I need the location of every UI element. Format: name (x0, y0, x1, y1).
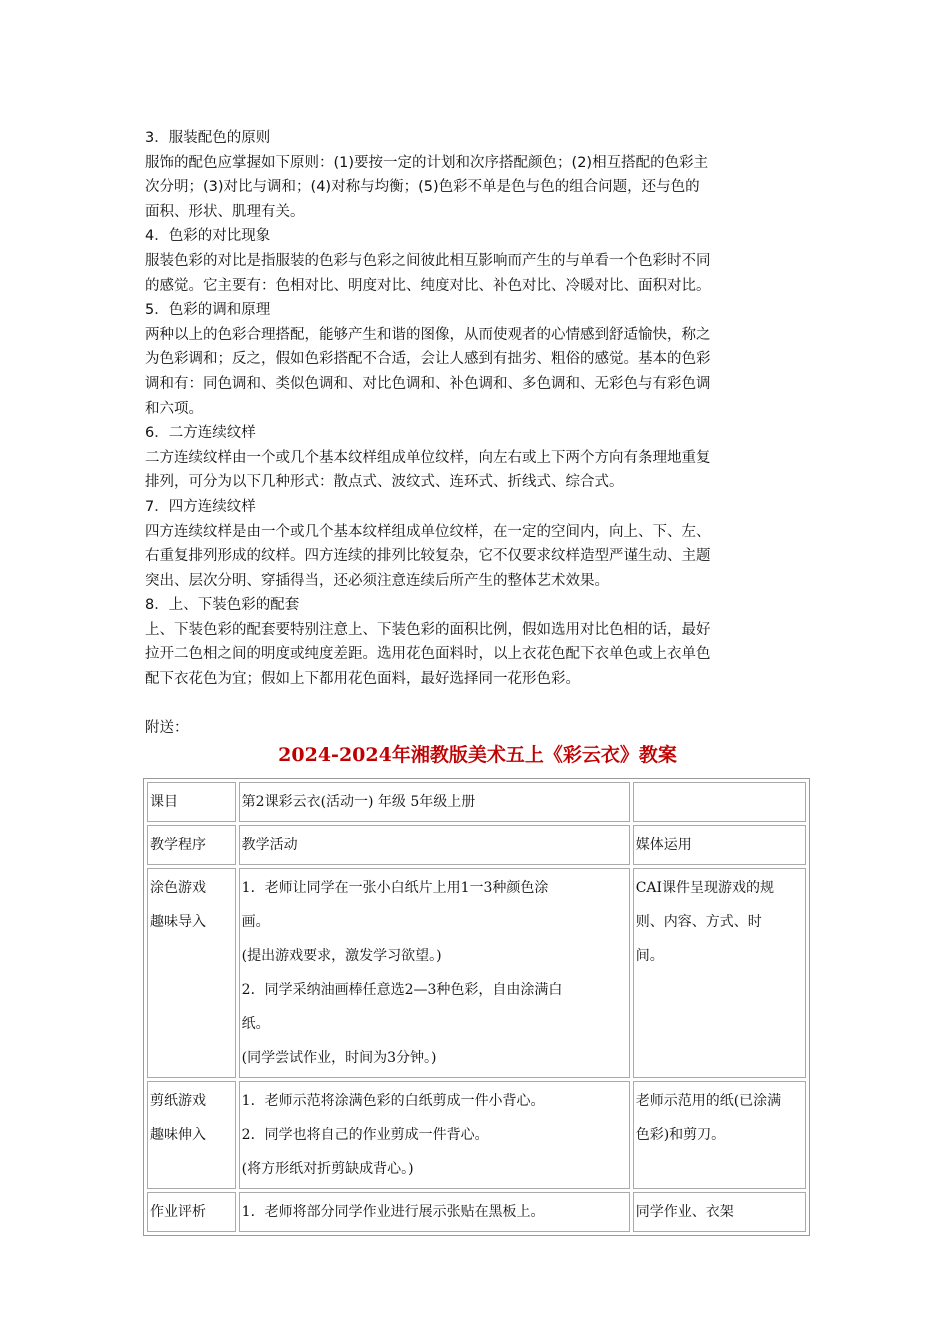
section-heading: 4．色彩的对比现象 (145, 228, 271, 245)
table-row (147, 1081, 806, 1189)
section-heading: 7．四方连续纹样 (145, 498, 256, 515)
cell-line: 纸。 (241, 1015, 270, 1032)
section-four-way-pattern (145, 495, 810, 593)
cell-activity (239, 1081, 630, 1189)
section-two-way-pattern (145, 421, 810, 495)
paragraph-line: 两种以上的色彩合理搭配，能够产生和谐的图像，从而使观者的心情感到舒适愉快，称之 (145, 326, 711, 343)
cell-line: 老师示范用的纸(已涂满 (635, 1092, 782, 1109)
lesson-plan-table (143, 778, 810, 1236)
lesson-plan-title: 2024-2024年湘教版美术五上《彩云衣》教案 (278, 743, 677, 766)
cell-line: CAI课件呈现游戏的规 (635, 879, 775, 896)
column-header-procedure: 教学程序 (147, 825, 236, 865)
paragraph-line: 四方连续纹样是由一个或几个基本纹样组成单位纹样，在一定的空间内，向上、下、左、 (145, 523, 711, 540)
paragraph-line: 服饰的配色应掌握如下原则：(1)要按一定的计划和次序搭配颜色；(2)相互搭配的色彩主 (145, 154, 709, 171)
section-heading: 3．服装配色的原则 (145, 130, 271, 146)
section-color-contrast (145, 224, 810, 298)
cell-media (633, 868, 806, 1078)
cell-procedure: 作业评析 (147, 1192, 236, 1232)
cell-line: 则、内容、方式、时 (635, 913, 762, 930)
paragraph-line: 服装色彩的对比是指服装的色彩与色彩之间彼此相互影响而产生的与单看一个色彩时不同 (145, 252, 711, 269)
column-header-activity: 教学活动 (239, 825, 630, 865)
attachment-label: 附送： (145, 719, 189, 736)
paragraph-line: 突出、层次分明、穿插得当，还必须注意连续后所产生的整体艺术效果。 (145, 572, 609, 589)
cell-line: 1．老师示范将涂满色彩的白纸剪成一件小背心。 (241, 1092, 545, 1109)
cell-line: 剪纸游戏 (150, 1092, 206, 1109)
table-row (147, 1192, 806, 1232)
section-heading: 8．上、下装色彩的配套 (145, 597, 300, 614)
paragraph-line: 二方连续纹样由一个或几个基本纹样组成单位纹样，向左右或上下两个方向有条理地重复 (145, 449, 711, 466)
cell-activity (239, 868, 630, 1078)
cell-line: 色彩)和剪刀。 (635, 1126, 726, 1143)
paragraph-line: 次分明；(3)对比与调和；(4)对称与均衡；(5)色彩不单是色与色的组合问题，还与色的 (145, 179, 700, 196)
cell-media (633, 1081, 806, 1189)
paragraph-line: 右重复排列形成的纹样。四方连续的排列比较复杂，它不仅要求纹样造型严谨生动、主题 (145, 548, 711, 565)
table-row (147, 825, 806, 865)
section-color-harmony (145, 298, 810, 421)
section-heading: 6．二方连续纹样 (145, 425, 256, 442)
paragraph-line: 上、下装色彩的配套要特别注意上、下装色彩的面积比例，假如选用对比色相的话，最好 (145, 621, 711, 638)
paragraph-line: 面积、形状、肌理有关。 (145, 203, 305, 220)
paragraph-line: 的感觉。它主要有：色相对比、明度对比、纯度对比、补色对比、冷暖对比、面积对比。 (145, 277, 711, 294)
cell-activity: 1．老师将部分同学作业进行展示张贴在黑板上。 (239, 1192, 630, 1232)
column-header-media: 媒体运用 (633, 825, 806, 865)
table-row (147, 868, 806, 1078)
cell-procedure (147, 868, 236, 1078)
cell-line: 1．老师让同学在一张小白纸片上用1一3种颜色涂 (241, 879, 549, 896)
cell-line: 2．同学采纳油画棒任意选2—3种色彩，自由涂满白 (241, 981, 563, 998)
paragraph-line: 排列，可分为以下几种形式：散点式、波纹式、连环式、折线式、综合式。 (145, 474, 624, 491)
cell-line: 趣味导入 (150, 913, 206, 930)
section-heading: 5．色彩的调和原理 (145, 302, 271, 319)
cell-procedure (147, 1081, 236, 1189)
paragraph-line: 配下衣花色为宜；假如上下都用花色面料，最好选择同一花形色彩。 (145, 671, 580, 688)
paragraph-line: 拉开二色相之间的明度或纯度差距。选用花色面料时，以上衣花色配下衣单色或上衣单色 (145, 646, 711, 663)
cell-line: 画。 (241, 913, 270, 930)
document-page (145, 126, 810, 1236)
cell-line: 2．同学也将自己的作业剪成一件背心。 (241, 1126, 489, 1143)
section-clothing-color-principles (145, 126, 810, 224)
cell-subject-value: 第2课彩云衣(活动一) 年级 5年级上册 (239, 782, 630, 822)
paragraph-line: 和六项。 (145, 400, 203, 417)
cell-subject-label: 课目 (147, 782, 236, 822)
cell-line: (同学尝试作业，时间为3分钟。) (241, 1049, 437, 1066)
cell-line: 涂色游戏 (150, 879, 206, 896)
cell-media: 同学作业、衣架 (633, 1192, 806, 1232)
cell-line: 间。 (635, 947, 664, 964)
paragraph-line: 调和有：同色调和、类似色调和、对比色调和、补色调和、多色调和、无彩色与有彩色调 (145, 375, 711, 392)
cell-empty (633, 782, 806, 822)
cell-line: (将方形纸对折剪缺成背心。) (241, 1160, 414, 1177)
cell-line: 趣味伸入 (150, 1126, 206, 1143)
section-top-bottom-matching (145, 593, 810, 691)
cell-line: (提出游戏要求，激发学习欲望。) (241, 947, 442, 964)
table-row (147, 782, 806, 822)
paragraph-line: 为色彩调和；反之，假如色彩搭配不合适，会让人感到有拙劣、粗俗的感觉。基本的色彩 (145, 351, 711, 368)
